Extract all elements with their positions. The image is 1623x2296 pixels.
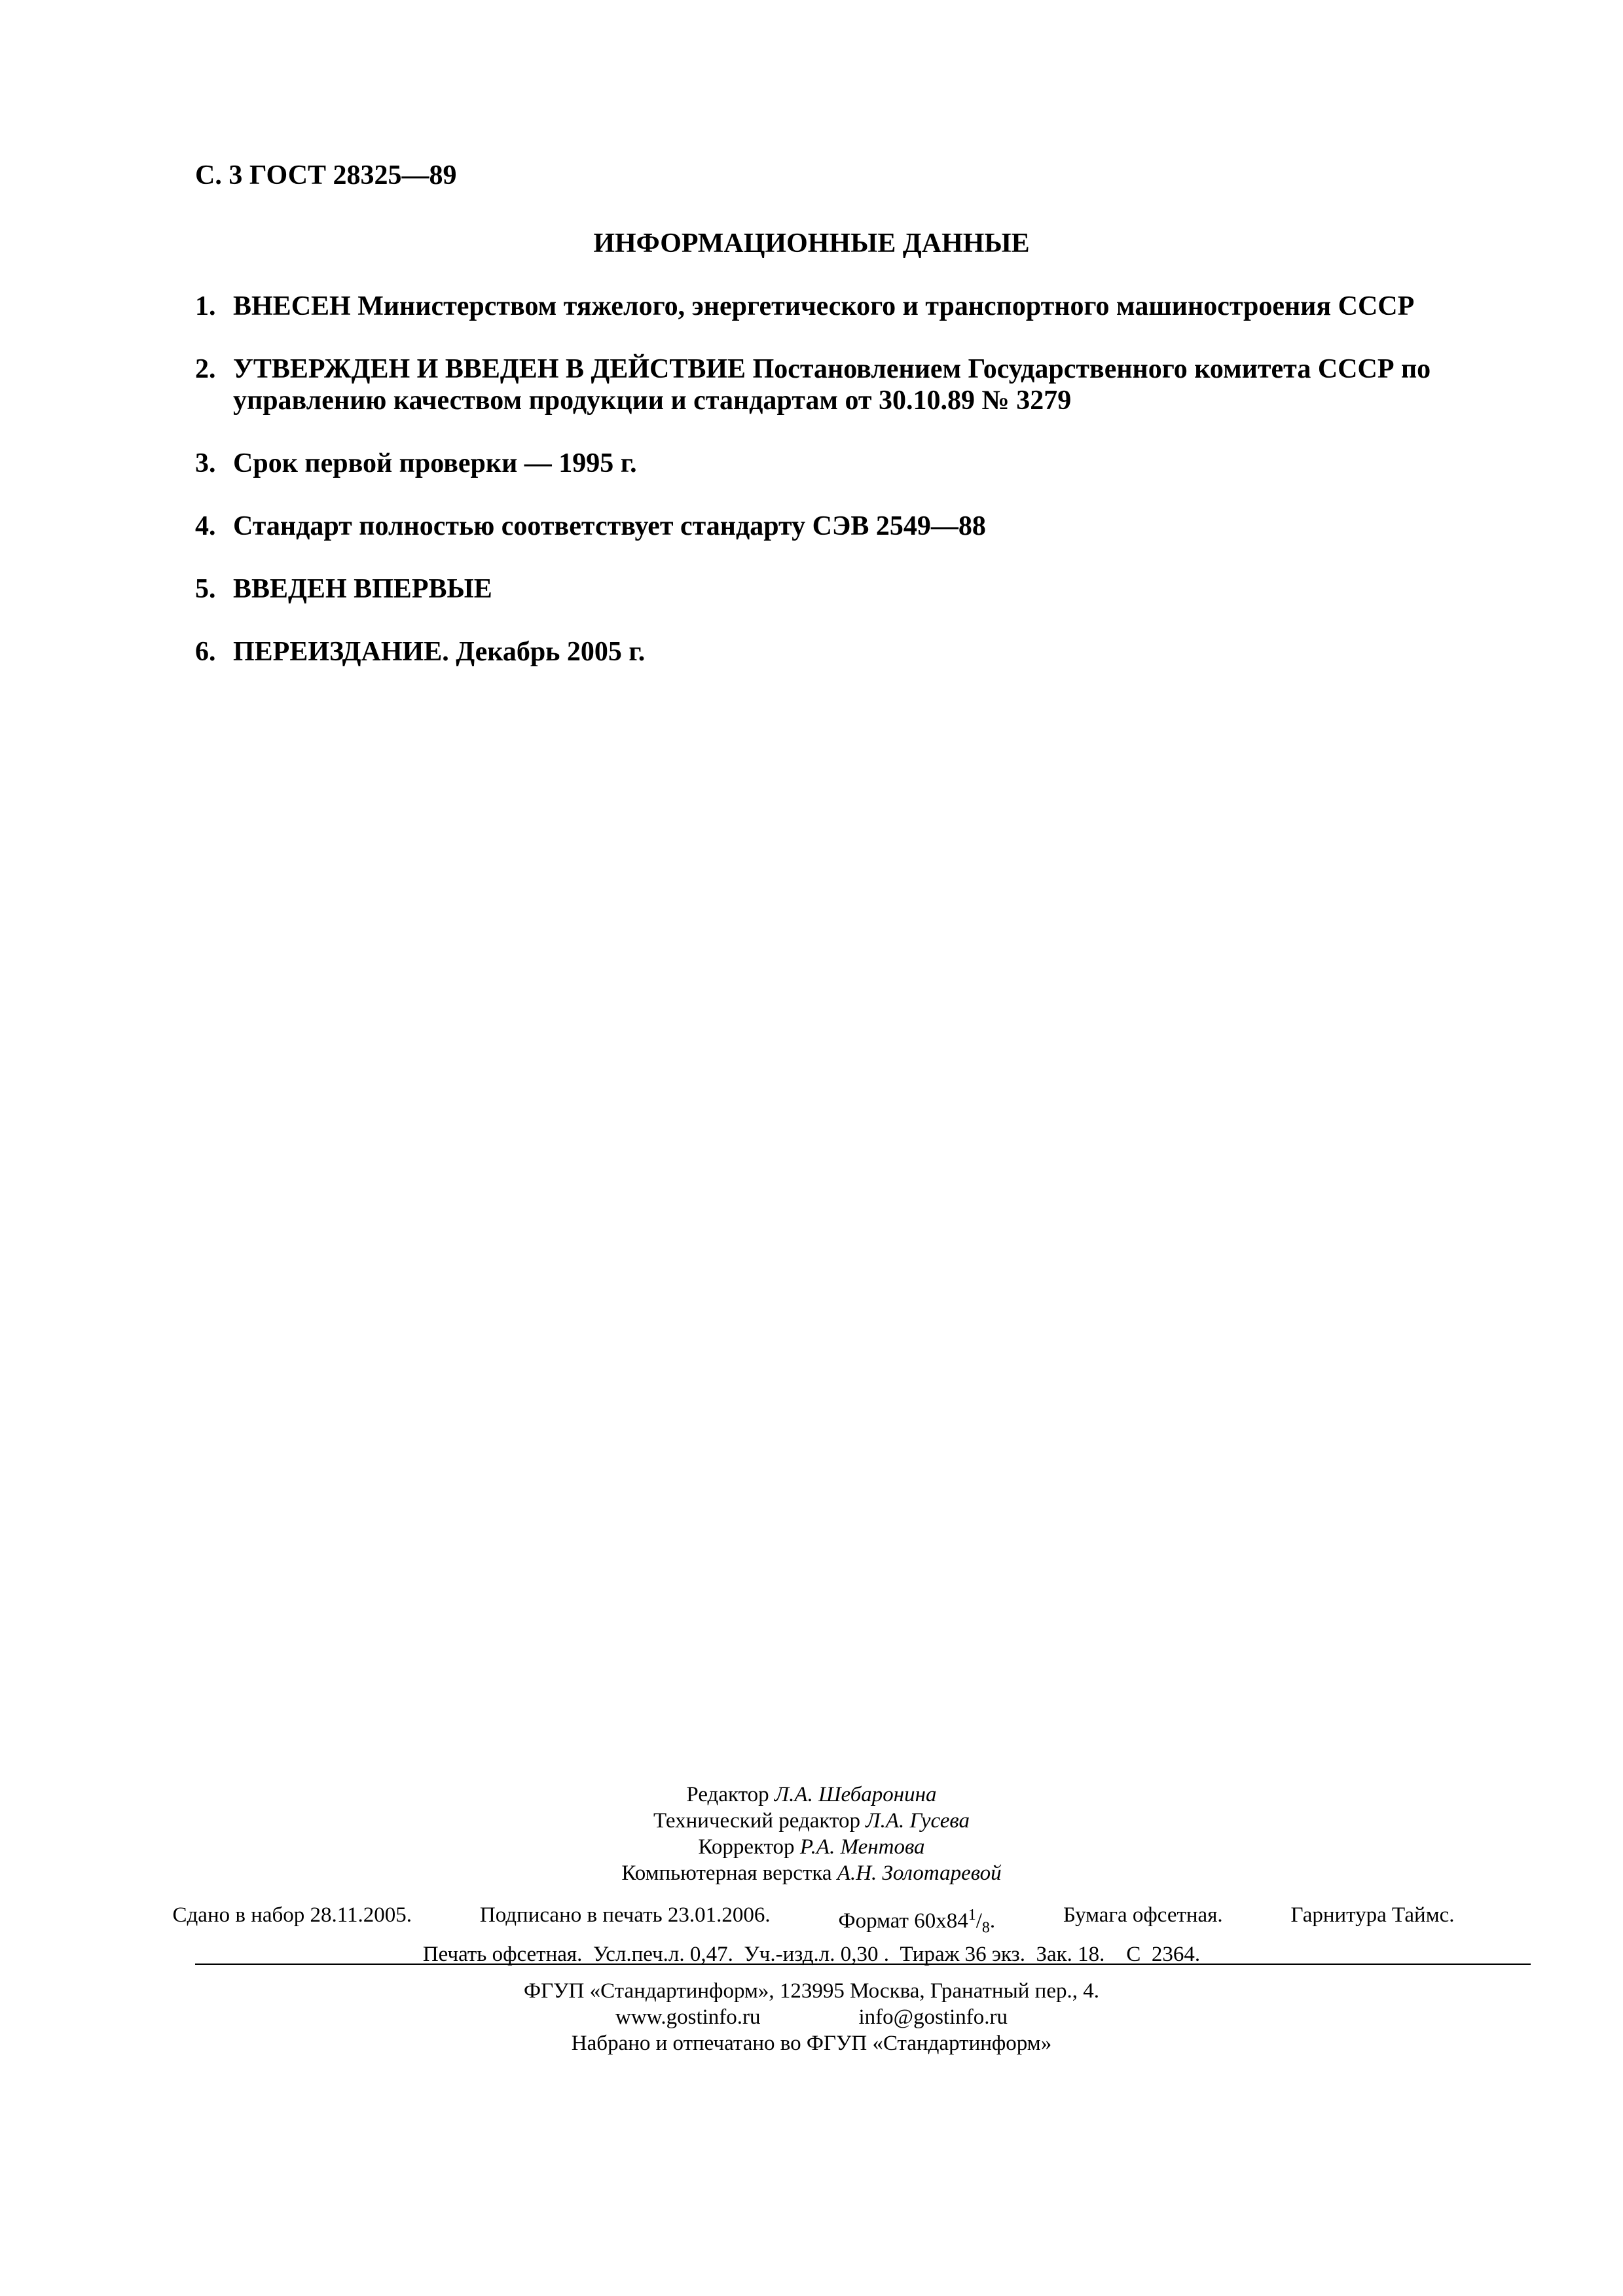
imprint-typeset: Сдано в набор 28.11.2005. <box>172 1903 412 1927</box>
credit-proofreader <box>0 1834 1623 1860</box>
info-item <box>195 636 1531 668</box>
credit-layout <box>0 1860 1623 1886</box>
item-text: Срок первой проверки — 1995 г. <box>233 448 637 478</box>
imprint-block <box>0 1902 1623 1967</box>
credit-name: А.Н. Золотаревой <box>837 1861 1002 1885</box>
section-title: ИНФОРМАЦИОННЫЕ ДАННЫЕ <box>593 228 1030 259</box>
publisher-website[interactable]: www.gostinfo.ru <box>615 2005 761 2029</box>
credit-name: Л.А. Гусева <box>866 1809 970 1833</box>
info-item <box>195 291 1531 322</box>
imprint-paper: Бумага офсетная. <box>1063 1903 1223 1927</box>
imprint-row <box>169 1902 1455 1941</box>
item-text: УТВЕРЖДЕН И ВВЕДЕН В ДЕЙСТВИЕ Постановлением Государственного комитета СССР по управлению качеством продукции и стандартам от 30.10.89 № 3279 <box>233 354 1431 416</box>
imprint-signed: Подписано в печать 23.01.2006. <box>479 1903 771 1927</box>
info-item <box>195 573 1531 605</box>
credit-label: Технический редактор <box>653 1809 860 1833</box>
credit-editor <box>0 1782 1623 1808</box>
item-text: Стандарт полностью соответствует стандарту СЭВ 2549—88 <box>233 511 986 541</box>
item-text: ВВЕДЕН ВПЕРВЫЕ <box>233 574 492 604</box>
item-text: ПЕРЕИЗДАНИЕ. Декабрь 2005 г. <box>233 637 646 667</box>
credit-name: Р.А. Ментова <box>799 1835 925 1859</box>
page-header: С. 3 ГОСТ 28325—89 <box>195 160 457 190</box>
item-number: 6. <box>195 637 216 667</box>
imprint-format: Формат $60х84^1/_8$. <box>838 1907 996 1937</box>
credit-label: Корректор <box>698 1835 795 1859</box>
publisher-address: ФГУП «Стандартинформ», 123995 Москва, Гранатный пер., 4. <box>524 1979 1099 2003</box>
item-text: ВНЕСЕН Министерством тяжелого, энергетического и транспортного машиностроения СССР <box>233 291 1415 321</box>
credit-name: Л.А. Шебаронина <box>774 1783 937 1806</box>
publisher-links <box>0 2004 1623 2030</box>
publisher-block <box>0 1978 1623 2056</box>
item-number: 5. <box>195 574 216 604</box>
credit-tech-editor <box>0 1808 1623 1834</box>
credit-label: Компьютерная верстка <box>621 1861 832 1885</box>
item-number: 2. <box>195 354 216 384</box>
info-item <box>195 511 1531 542</box>
divider-line <box>195 1964 1531 1965</box>
credits-block <box>0 1782 1623 1886</box>
imprint-typeface: Гарнитура Таймс. <box>1290 1903 1455 1927</box>
credit-label: Редактор <box>686 1783 769 1806</box>
info-item <box>195 353 1531 416</box>
info-list <box>195 291 1531 699</box>
imprint-row-details: Печать офсетная. Усл.печ.л. 0,47. Уч.-изд.л. 0,30 . Тираж 36 экз. Зак. 18. С 2364. <box>422 1942 1201 1966</box>
item-number: 3. <box>195 448 216 478</box>
publisher-printed-by: Набрано и отпечатано во ФГУП «Стандартинформ» <box>571 2032 1052 2055</box>
item-number: 4. <box>195 511 216 541</box>
info-item <box>195 448 1531 479</box>
publisher-email[interactable]: info@gostinfo.ru <box>858 2005 1008 2029</box>
item-number: 1. <box>195 291 216 321</box>
